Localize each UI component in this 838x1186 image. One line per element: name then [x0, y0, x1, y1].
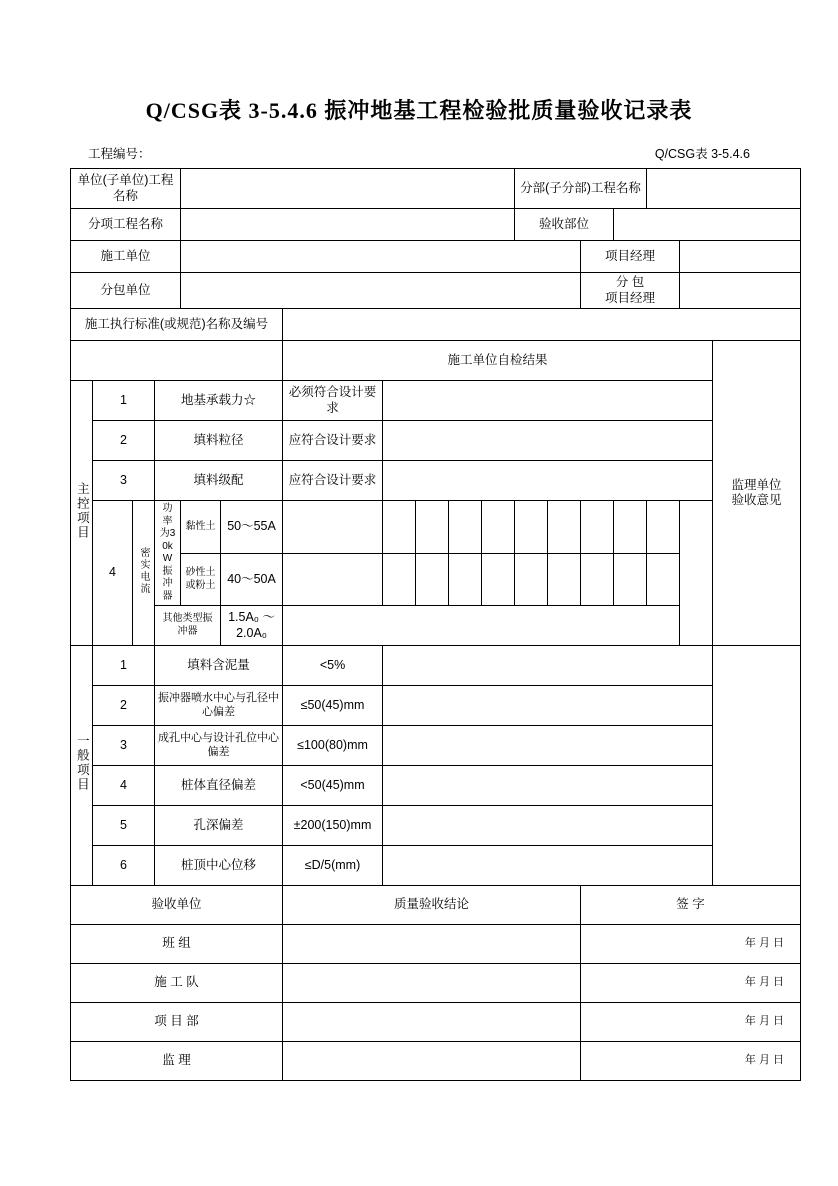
table-row-main-4c	[71, 606, 801, 646]
subcontract-manager-value[interactable]	[680, 273, 801, 309]
project-number-label: 工程编号：	[88, 147, 151, 161]
unit-project-label: 单位(子单位)工程名称	[71, 169, 181, 209]
main-items-group-label: 主控项目	[71, 381, 93, 646]
subitem-value[interactable]	[181, 209, 515, 241]
general-item-result-4[interactable]	[383, 766, 713, 806]
subcontract-manager-label-line2: 项目经理	[605, 290, 656, 305]
main-item-no-1: 1	[93, 381, 155, 421]
main-item-soil-type-2: 砂性土或粉土	[181, 553, 221, 606]
main-item-result-4b-3[interactable]	[416, 553, 449, 606]
general-item-spec-6: ≤D/5(mm)	[283, 846, 383, 886]
unit-project-value[interactable]	[181, 169, 515, 209]
general-item-spec-1: <5%	[283, 646, 383, 686]
main-item-name-3: 填料级配	[155, 461, 283, 501]
footer-row-name-4: 监 理	[71, 1042, 283, 1081]
main-item-spec-4b: 40～50A	[221, 553, 283, 606]
conclusion-label: 质量验收结论	[283, 886, 581, 925]
main-item-result-4b-7[interactable]	[548, 553, 581, 606]
table-row-result-header	[71, 341, 801, 381]
form-code: Q/CSG表 3-5.4.6	[654, 147, 750, 161]
footer-row-date-4[interactable]: 年 月 日	[581, 1042, 801, 1081]
table-row-footer-team	[71, 925, 801, 964]
table-row-general-1	[71, 646, 801, 686]
standard-value[interactable]	[283, 309, 801, 341]
main-item-result-4b-2[interactable]	[383, 553, 416, 606]
footer-row-conclusion-2[interactable]	[283, 964, 581, 1003]
general-item-spec-5: ±200(150)mm	[283, 806, 383, 846]
table-row-footer-dept	[71, 1003, 801, 1042]
main-item-result-1[interactable]	[383, 381, 801, 421]
general-item-name-5: 孔深偏差	[155, 806, 283, 846]
table-row-general-5	[71, 806, 801, 846]
table-row-footer-crew	[71, 964, 801, 1003]
table-row-main-4b	[71, 553, 801, 606]
main-item-spec-4a: 50～55A	[221, 501, 283, 554]
table-row-construction-unit	[71, 241, 801, 273]
table-row-general-3	[71, 726, 801, 766]
subcontract-unit-value[interactable]	[181, 273, 581, 309]
general-item-no-3: 3	[93, 726, 155, 766]
general-item-spec-2: ≤50(45)mm	[283, 686, 383, 726]
table-row-footer-supervisor	[71, 1042, 801, 1081]
signature-label: 签 字	[581, 886, 801, 925]
footer-row-conclusion-1[interactable]	[283, 925, 581, 964]
inspection-form-table	[70, 168, 801, 1081]
main-item-result-4b-6[interactable]	[515, 553, 548, 606]
main-item-result-4b-5[interactable]	[482, 553, 515, 606]
table-row-main-2	[71, 421, 801, 461]
main-item-no-3: 3	[93, 461, 155, 501]
footer-row-date-1[interactable]: 年 月 日	[581, 925, 801, 964]
table-row-main-1	[71, 381, 801, 421]
table-row-general-4	[71, 766, 801, 806]
subcontract-unit-label: 分包单位	[71, 273, 181, 309]
general-item-no-2: 2	[93, 686, 155, 726]
sub-project-value[interactable]	[647, 169, 801, 209]
construction-unit-value[interactable]	[181, 241, 581, 273]
subitem-label: 分项工程名称	[71, 209, 181, 241]
supervisor-opinion-general[interactable]	[713, 646, 801, 886]
main-item-result-4b-1[interactable]	[283, 553, 383, 606]
result-header-blank	[71, 341, 283, 381]
table-row-general-2	[71, 686, 801, 726]
main-item-no-4: 4	[93, 501, 133, 646]
general-item-no-6: 6	[93, 846, 155, 886]
main-item-name-2: 填料粒径	[155, 421, 283, 461]
standard-label: 施工执行标准(或规范)名称及编号	[71, 309, 283, 341]
sub-project-label: 分部(子分部)工程名称	[515, 169, 647, 209]
general-item-name-4: 桩体直径偏差	[155, 766, 283, 806]
main-item-result-4a-9[interactable]	[614, 501, 647, 554]
project-manager-label: 项目经理	[581, 241, 680, 273]
general-items-group-label: 一般项目	[71, 646, 93, 886]
footer-row-name-1: 班 组	[71, 925, 283, 964]
general-item-name-3: 成孔中心与设计孔位中心偏差	[155, 726, 283, 766]
main-item-name-1: 地基承载力☆	[155, 381, 283, 421]
main-item-result-4a-4[interactable]	[449, 501, 482, 554]
main-item-result-4b-9[interactable]	[614, 553, 647, 606]
main-item-spec-2: 应符合设计要求	[283, 421, 383, 461]
general-item-result-2[interactable]	[383, 686, 713, 726]
subheader	[88, 144, 750, 162]
main-item-result-4a-7[interactable]	[548, 501, 581, 554]
table-row-main-4a	[71, 501, 801, 554]
main-item-result-2[interactable]	[383, 421, 801, 461]
footer-row-date-3[interactable]: 年 月 日	[581, 1003, 801, 1042]
main-item-30kw-label: 功率为30kW振冲器	[155, 501, 181, 606]
subcontract-manager-label-line1: 分 包	[615, 275, 645, 289]
main-item-no-2: 2	[93, 421, 155, 461]
table-row-footer-header	[71, 886, 801, 925]
general-item-result-3[interactable]	[383, 726, 713, 766]
table-row-unit-project	[71, 169, 801, 209]
main-item-spec-4c: 1.5A₀ ～2.0A₀	[221, 606, 283, 646]
table-row-general-6	[71, 846, 801, 886]
main-item-result-4a-1[interactable]	[283, 501, 383, 554]
construction-unit-label: 施工单位	[71, 241, 181, 273]
footer-row-date-2[interactable]: 年 月 日	[581, 964, 801, 1003]
general-item-no-1: 1	[93, 646, 155, 686]
footer-row-name-3: 项 目 部	[71, 1003, 283, 1042]
acceptance-unit-label: 验收单位	[71, 886, 283, 925]
page-title: Q/CSG表 3-5.4.6 振冲地基工程检验批质量验收记录表	[145, 98, 693, 123]
footer-row-conclusion-3[interactable]	[283, 1003, 581, 1042]
main-item-result-4a-6[interactable]	[515, 501, 548, 554]
general-item-result-1[interactable]	[383, 646, 713, 686]
general-item-spec-4: <50(45)mm	[283, 766, 383, 806]
general-item-no-4: 4	[93, 766, 155, 806]
main-item-result-4b-8[interactable]	[581, 553, 614, 606]
general-item-name-2: 振冲器喷水中心与孔径中心偏差	[155, 686, 283, 726]
general-item-result-6[interactable]	[383, 846, 713, 886]
general-item-name-6: 桩顶中心位移	[155, 846, 283, 886]
supervisor-label-line1: 监理单位	[731, 477, 782, 492]
main-item-result-4b-10[interactable]	[647, 553, 680, 606]
table-row-main-3	[71, 461, 801, 501]
main-item-density-current-label: 密实电流	[133, 501, 155, 646]
acceptance-part-label: 验收部位	[515, 209, 614, 241]
main-item-result-4c[interactable]	[283, 606, 680, 646]
main-item-spec-1: 必须符合设计要求	[283, 381, 383, 421]
main-item-result-4a-8[interactable]	[581, 501, 614, 554]
main-item-result-4a-5[interactable]	[482, 501, 515, 554]
main-item-result-4a-10[interactable]	[647, 501, 680, 554]
main-item-result-4b-4[interactable]	[449, 553, 482, 606]
self-check-label: 施工单位自检结果	[283, 341, 713, 381]
table-row-subitem	[71, 209, 801, 241]
subcontract-manager-label	[581, 273, 680, 309]
main-item-result-4a-2[interactable]	[383, 501, 416, 554]
general-item-name-1: 填料含泥量	[155, 646, 283, 686]
main-item-soil-type-1: 黏性土	[181, 501, 221, 554]
acceptance-part-value[interactable]	[614, 209, 801, 241]
footer-row-name-2: 施 工 队	[71, 964, 283, 1003]
general-item-spec-3: ≤100(80)mm	[283, 726, 383, 766]
general-item-result-5[interactable]	[383, 806, 713, 846]
main-item-other-vibrator: 其他类型振冲器	[155, 606, 221, 646]
main-item-result-4a-3[interactable]	[416, 501, 449, 554]
supervisor-label-line2: 验收意见	[731, 493, 782, 508]
main-item-spec-3: 应符合设计要求	[283, 461, 383, 501]
project-manager-value[interactable]	[680, 241, 801, 273]
general-item-no-5: 5	[93, 806, 155, 846]
table-row-standard	[71, 309, 801, 341]
footer-row-conclusion-4[interactable]	[283, 1042, 581, 1081]
table-row-subcontract-unit	[71, 273, 801, 309]
